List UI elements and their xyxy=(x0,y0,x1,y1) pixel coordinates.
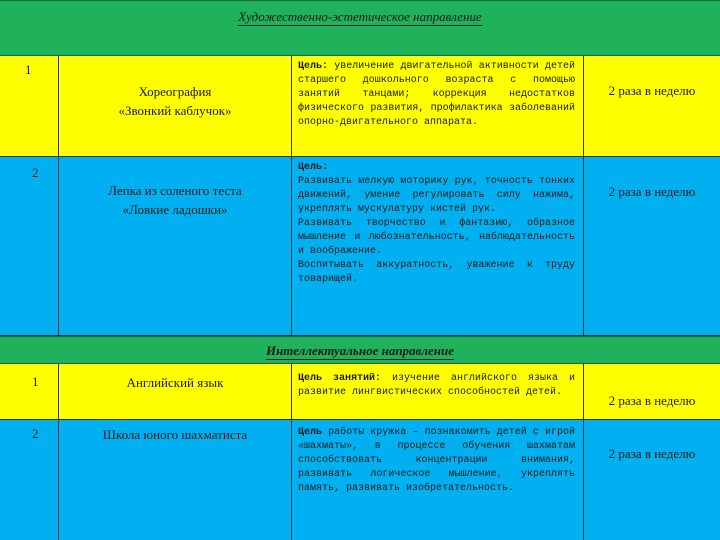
activity-name-cell xyxy=(58,56,291,156)
goal-text: Цель: Развивать мелкую моторику рук, точность тонких движений, умение регулировать силу нажима, укреплять мускулатуру кистей рук. Развивать творчество и фантазию, образное мышление и любознательность, наблюдательность и воображение. Воспитывать аккуратность, уважение к труду товарищей. xyxy=(298,162,575,285)
row-number-cell xyxy=(0,56,58,156)
goal-label: Цель xyxy=(298,427,323,438)
frequency-cell xyxy=(583,56,720,156)
section-header-intellectual xyxy=(0,336,720,364)
goal-cell xyxy=(291,364,583,419)
row-number: 2 xyxy=(32,426,39,441)
activity-subtitle: «Ловкие ладошки» xyxy=(122,202,228,217)
row-number-cell xyxy=(0,364,58,419)
frequency: 2 раза в неделю xyxy=(608,446,696,461)
activity-name: Школа юного шахматиста xyxy=(102,427,248,442)
activity-name-cell xyxy=(58,157,291,335)
section-title: Художественно-эстетическое направление xyxy=(238,9,482,24)
frequency-cell xyxy=(583,157,720,335)
goal-cell xyxy=(291,420,583,540)
table-row xyxy=(0,157,720,336)
activity-name: Хореография xyxy=(138,84,212,99)
goal-text: Цель занятий: изучение английского языка и развитие лингвистических способностей детей. xyxy=(298,373,576,398)
section-title: Интеллектуальное направление xyxy=(265,343,455,358)
frequency: 2 раза в неделю xyxy=(608,83,696,98)
frequency: 2 раза в неделю xyxy=(608,184,696,199)
frequency-cell xyxy=(583,420,720,540)
table-row xyxy=(0,364,720,420)
goal-label: Цель занятий: xyxy=(298,373,382,384)
goal-text: Цель: увеличение двигательной активности детей старшего дошкольного возраста с помощью занятий танцами; коррекция недостатков физического развития, профилактика заболеваний опорно-двигательного аппарата. xyxy=(298,61,575,128)
section-header-artistic xyxy=(0,0,720,56)
frequency: 2 раза в неделю xyxy=(608,393,696,408)
goal-label: Цель: xyxy=(298,162,329,173)
goal-label: Цель: xyxy=(298,61,329,72)
activity-name: Английский язык xyxy=(126,375,224,390)
activity-name-cell xyxy=(58,364,291,419)
goal-text: Цель работы кружка – познакомить детей с игрой «шахматы», в процессе обучения шахматам способствовать концентрации внимания, развивать логическое мышление, укреплять память, развивать изобретательность. xyxy=(298,427,575,494)
row-number: 1 xyxy=(25,62,32,77)
activity-name-cell xyxy=(58,420,291,540)
row-number-cell xyxy=(0,420,58,540)
goal-cell xyxy=(291,56,583,156)
frequency-cell xyxy=(583,364,720,419)
row-number: 1 xyxy=(32,374,39,389)
activity-subtitle: «Звонкий каблучок» xyxy=(118,103,232,118)
row-number-cell xyxy=(0,157,58,335)
row-number: 2 xyxy=(32,165,39,180)
activity-name: Лепка из соленого теста xyxy=(108,183,242,198)
table-row xyxy=(0,420,720,540)
table-row xyxy=(0,56,720,157)
goal-cell xyxy=(291,157,583,335)
